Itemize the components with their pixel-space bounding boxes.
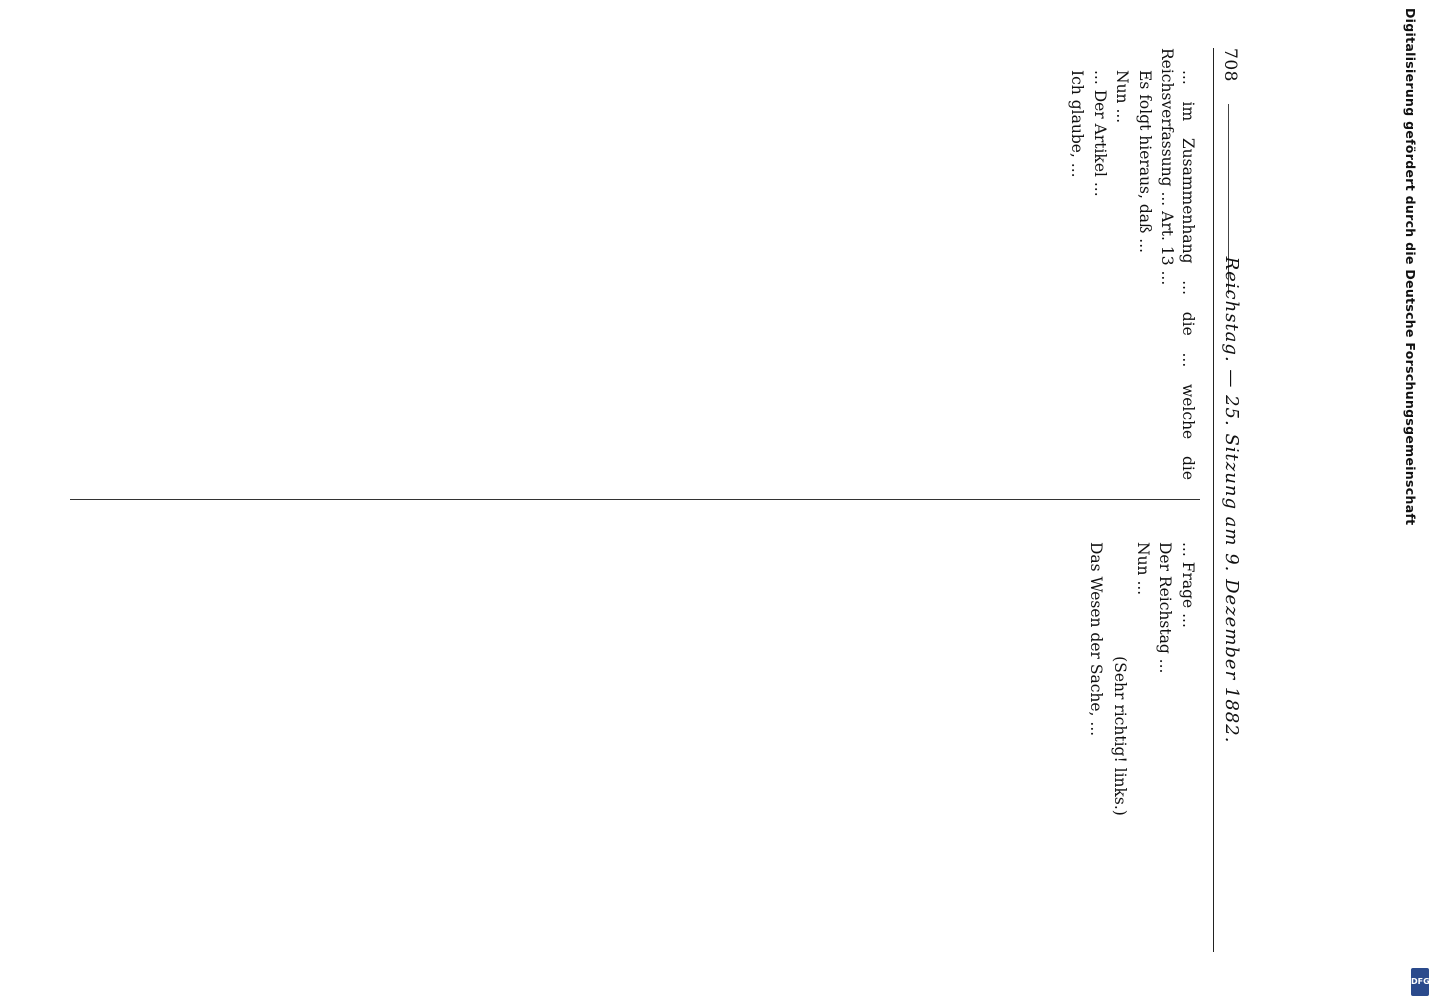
left-paragraph-4: ... Der Artikel ... — [1091, 70, 1109, 197]
left-paragraph-5: Ich glaube, ... — [1068, 70, 1087, 178]
left-paragraph-1: ... im Zusammenhang ... die ... welche die Reichsverfassung ... Art. 13 ... — [1158, 48, 1197, 480]
left-paragraph-2: Es folgt hieraus, daß ... — [1136, 70, 1154, 254]
right-paragraph-4: Das Wesen der Sache, ... — [1087, 542, 1105, 737]
text-column-right — [58, 520, 1198, 952]
text-column-left — [58, 48, 1198, 480]
right-paragraph-2: Der Reichstag ... — [1156, 542, 1175, 674]
left-paragraph-3: Nun ... — [1113, 70, 1132, 124]
right-paragraph-1: ... Frage ... — [1179, 542, 1197, 628]
right-paragraph-3: Nun ... — [1134, 542, 1152, 596]
running-head: Reichstag. — 25. Sitzung am 9. Dezember 1882. — [1221, 256, 1242, 744]
interjection: (Sehr richtig! links.) — [1111, 656, 1130, 816]
column-divider — [70, 499, 1200, 500]
page-header — [1213, 48, 1244, 952]
digitization-credit-text: Digitalisierung gefördert durch die Deutsche Forschungsgemeinschaft — [1403, 8, 1418, 526]
digitization-credit-strip — [1386, 0, 1432, 1000]
page-number: 708 — [1220, 48, 1240, 82]
dfg-logo-icon: DFG — [1411, 968, 1429, 996]
